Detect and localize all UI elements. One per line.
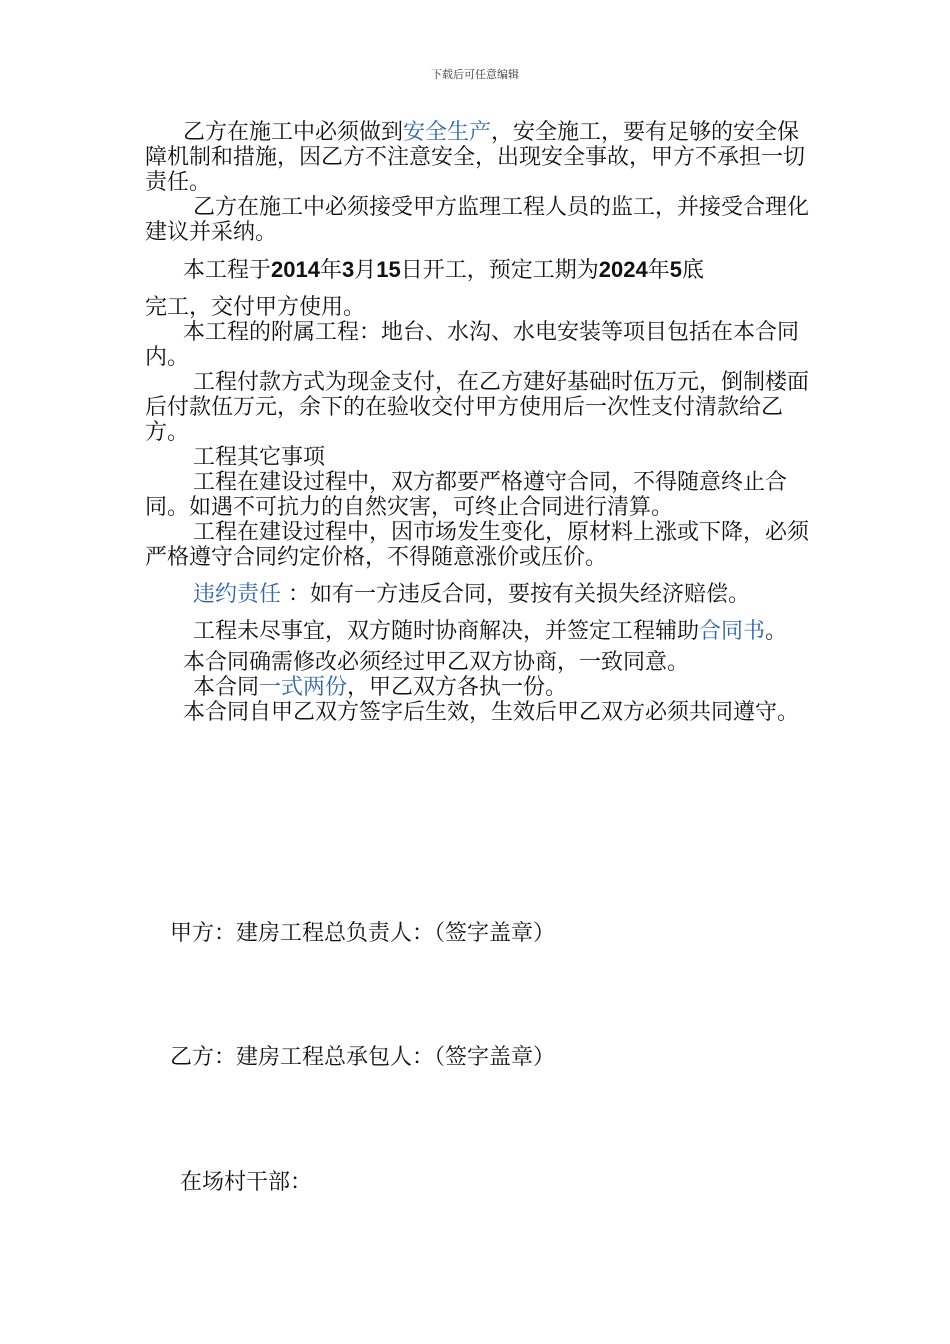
start-day: 15 bbox=[376, 257, 401, 282]
paragraph-safety bbox=[145, 120, 810, 195]
contract-body bbox=[145, 120, 810, 725]
paragraph-effective: 本合同自甲乙双方签字后生效，生效后甲乙双方必须共同遵守。 bbox=[183, 700, 800, 725]
text-span: 年 bbox=[319, 258, 342, 283]
end-year: 2024 bbox=[598, 257, 648, 282]
link-contract-book[interactable]: 合同书 bbox=[699, 619, 766, 644]
paragraph-schedule bbox=[145, 257, 810, 283]
signature-village-cadre: 在场村干部： bbox=[180, 1170, 313, 1195]
start-year: 2014 bbox=[271, 257, 320, 282]
end-month: 5 bbox=[669, 257, 682, 282]
text-span: 底 bbox=[681, 258, 704, 283]
text-span: 乙方在施工中必须做到 bbox=[183, 120, 404, 145]
text-span: 年 bbox=[647, 258, 670, 283]
signature-party-a: 甲方：建房工程总负责人：（签字盖章） bbox=[170, 921, 556, 946]
text-span: 日开工，预定工期为 bbox=[400, 258, 599, 283]
paragraph-other-matters: 工程其它事项 bbox=[193, 445, 326, 470]
paragraph-payment: 工程付款方式为现金支付，在乙方建好基础时伍万元，倒制楼面后付款伍万元，余下的在验收交付甲方使用后一次性支付清款给乙方。 bbox=[145, 370, 810, 445]
text-span: ，安全施工，要有足够的安全保障机制和措施，因乙方不注意安全，出现安全事故，甲方不承担一切责任。 bbox=[145, 120, 806, 195]
link-safety-production[interactable]: 安全生产 bbox=[403, 120, 492, 145]
text-span: ，甲乙双方各执一份。 bbox=[347, 675, 568, 700]
text-span: 本合同 bbox=[193, 675, 260, 700]
text-span: 工程未尽事宜，双方随时协商解决，并签定工程辅助 bbox=[193, 619, 700, 644]
paragraph-schedule-line2: 完工，交付甲方使用。 bbox=[145, 295, 366, 320]
paragraph-copies bbox=[145, 675, 810, 700]
paragraph-price: 工程在建设过程中，因市场发生变化，原材料上涨或下降，必须严格遵守合同约定价格，不得随意涨价或压价。 bbox=[145, 520, 810, 570]
start-month: 3 bbox=[341, 257, 355, 282]
paragraph-modification: 本合同确需修改必须经过甲乙双方协商，一致同意。 bbox=[183, 650, 690, 675]
paragraph-ancillary: 本工程的附属工程：地台、水沟、水电安装等项目包括在本合同内。 bbox=[145, 320, 800, 370]
text-span: 月 bbox=[354, 258, 377, 283]
signature-party-b: 乙方：建房工程总承包人：（签字盖章） bbox=[170, 1045, 556, 1070]
text-span: ：如有一方违反合同，要按有关损失经济赔偿。 bbox=[281, 582, 751, 607]
paragraph-strict-compliance: 工程在建设过程中，双方都要严格遵守合同，不得随意终止合同。如遇不可抗力的自然灾害，可终止合同进行清算。 bbox=[145, 470, 788, 520]
paragraph-liability bbox=[145, 582, 810, 607]
text-span: 。 bbox=[765, 619, 788, 644]
paragraph-negotiation bbox=[145, 619, 810, 644]
link-two-copies[interactable]: 一式两份 bbox=[259, 675, 348, 700]
paragraph-supervision: 乙方在施工中必须接受甲方监理工程人员的监工，并接受合理化建议并采纳。 bbox=[145, 195, 810, 245]
page-header: 下载后可任意编辑 bbox=[431, 68, 519, 81]
text-span: 本工程于 bbox=[183, 258, 272, 283]
link-breach-liability[interactable]: 违约责任 bbox=[193, 582, 282, 607]
